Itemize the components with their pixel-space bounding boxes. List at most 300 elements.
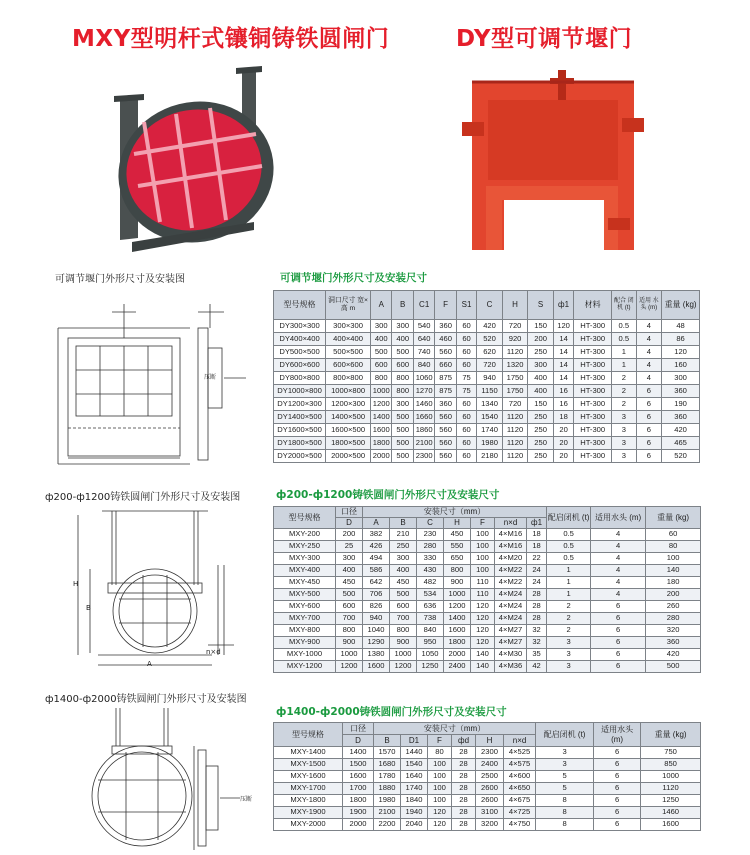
mxy2-sub-header: фd [452, 735, 476, 747]
table-cell: 6 [594, 759, 641, 771]
table-cell: 1120 [502, 450, 528, 463]
table-cell: 28 [527, 589, 547, 601]
table-cell: 720 [502, 320, 528, 333]
dy-header-cell: 洞口尺寸 宽×高 m [326, 291, 371, 320]
mxy1-header-hoist: 配启闭机 (t) [547, 507, 591, 529]
table-cell: 4×725 [504, 807, 536, 819]
table-cell: DY500×500 [274, 346, 326, 359]
table-cell: 6 [591, 601, 646, 613]
table-cell: 0.5 [612, 333, 637, 346]
table-cell: MXY-700 [274, 613, 336, 625]
table-cell: 2100 [413, 437, 434, 450]
table-cell: 500 [392, 437, 413, 450]
table-cell: 4×M16 [495, 541, 527, 553]
mxy1-sub-header: ф1 [527, 518, 547, 529]
table-cell: HT-300 [574, 346, 612, 359]
table-cell: 1800×500 [326, 437, 371, 450]
table-cell: DY400×400 [274, 333, 326, 346]
table-cell: 6 [594, 747, 641, 759]
table-cell: 8 [536, 807, 594, 819]
table-cell: 60 [646, 529, 701, 541]
table-row [274, 359, 700, 372]
table-cell: 4×M22 [495, 565, 527, 577]
mxy1-header-bore: 口径 [336, 507, 363, 518]
table-row [274, 333, 700, 346]
table-cell: MXY-800 [274, 625, 336, 637]
table-cell: 1 [547, 589, 591, 601]
mxy1-sub-header: F [471, 518, 495, 529]
table-cell: 400×400 [326, 333, 371, 346]
table-cell: 28 [452, 807, 476, 819]
table-cell: 1340 [477, 398, 503, 411]
dy-drawing [48, 288, 256, 470]
table-cell: 6 [636, 450, 662, 463]
table-cell: 360 [435, 398, 456, 411]
table-cell: 28 [452, 795, 476, 807]
table-cell: 260 [646, 601, 701, 613]
table-cell: 14 [553, 346, 573, 359]
table-cell: 0.5 [547, 553, 591, 565]
mxy2-spec-table [273, 722, 701, 831]
table-row [274, 437, 700, 450]
table-cell: 16 [553, 385, 573, 398]
mxy2-sub-header: B [374, 735, 401, 747]
table-cell: 120 [662, 346, 700, 359]
table-cell: MXY-1700 [274, 783, 343, 795]
table-cell: 400 [528, 372, 554, 385]
table-cell: 560 [435, 450, 456, 463]
table-cell: 1200×300 [326, 398, 371, 411]
mxy1-spec-table [273, 506, 701, 673]
table-cell: 60 [456, 437, 476, 450]
table-cell: 4×M24 [495, 601, 527, 613]
table-cell: 60 [456, 320, 476, 333]
table-cell: 14 [553, 359, 573, 372]
table-cell: 160 [662, 359, 700, 372]
table-cell: MXY-400 [274, 565, 336, 577]
mxy2-drawing [88, 706, 272, 852]
table-cell: 28 [452, 771, 476, 783]
mxy1-drawing-caption: ф200-ф1200铸铁圆闸门外形尺寸及安装图 [45, 492, 241, 503]
table-cell: 660 [435, 359, 456, 372]
table-row [274, 320, 700, 333]
table-cell: MXY-250 [274, 541, 336, 553]
mxy2-sub-header: D [343, 735, 374, 747]
table-cell: 250 [528, 437, 554, 450]
table-cell: 900 [444, 577, 471, 589]
table-cell: HT-300 [574, 437, 612, 450]
table-cell: HT-300 [574, 333, 612, 346]
table-cell: 60 [456, 398, 476, 411]
table-cell: 1740 [477, 424, 503, 437]
table-cell: 300 [390, 553, 417, 565]
table-cell: 1250 [417, 661, 444, 673]
table-cell: MXY-1500 [274, 759, 343, 771]
table-cell: HT-300 [574, 411, 612, 424]
table-cell: 4 [636, 346, 662, 359]
dy-header-cell: F [435, 291, 456, 320]
table-cell: 3100 [476, 807, 504, 819]
table-cell: 460 [435, 333, 456, 346]
table-cell: 4 [591, 553, 646, 565]
table-cell: 150 [528, 398, 554, 411]
mxy1-header-model: 型号规格 [274, 507, 336, 529]
table-cell: 4×M16 [495, 529, 527, 541]
table-cell: 5 [536, 783, 594, 795]
table-cell: DY1200×300 [274, 398, 326, 411]
table-cell: 1860 [413, 424, 434, 437]
table-cell: 360 [662, 411, 700, 424]
table-cell: 850 [641, 759, 701, 771]
table-cell: 14 [553, 372, 573, 385]
table-cell: 450 [390, 577, 417, 589]
table-cell: 600 [392, 359, 413, 372]
dy-spec-table [273, 290, 700, 463]
table-cell: MXY-1600 [274, 771, 343, 783]
table-cell: 2040 [401, 819, 428, 831]
table-cell: 24 [527, 565, 547, 577]
table-cell: 75 [456, 372, 476, 385]
table-cell: 4×M20 [495, 553, 527, 565]
table-cell: 826 [363, 601, 390, 613]
table-cell: 18 [553, 411, 573, 424]
mxy2-header-install: 安装尺寸（mm） [374, 723, 536, 735]
table-cell: 60 [456, 450, 476, 463]
dy-drawing-caption: 可调节堰门外形尺寸及安装图 [55, 274, 185, 285]
table-cell: 1200 [444, 601, 471, 613]
table-cell: 120 [471, 637, 495, 649]
mxy2-header-bore: 口径 [343, 723, 374, 735]
table-cell: 120 [428, 807, 452, 819]
dy-header-cell: H [502, 291, 528, 320]
table-cell: 60 [456, 411, 476, 424]
table-cell: 360 [435, 320, 456, 333]
table-cell: 1200 [371, 398, 392, 411]
table-cell: 360 [662, 385, 700, 398]
table-cell: 6 [594, 819, 641, 831]
table-cell: 940 [477, 372, 503, 385]
table-cell: 20 [553, 424, 573, 437]
table-cell: 1000 [390, 649, 417, 661]
table-cell: 1660 [413, 411, 434, 424]
table-row [274, 771, 701, 783]
table-cell: 800 [371, 372, 392, 385]
table-cell: 1380 [363, 649, 390, 661]
table-cell: 1980 [374, 795, 401, 807]
table-cell: 2180 [477, 450, 503, 463]
table-cell: 1120 [502, 346, 528, 359]
table-cell: 750 [641, 747, 701, 759]
table-cell: 200 [528, 333, 554, 346]
table-cell: 738 [417, 613, 444, 625]
table-cell: 1600×500 [326, 424, 371, 437]
table-row [274, 795, 701, 807]
table-cell: 1120 [502, 424, 528, 437]
table-row [274, 661, 701, 673]
table-cell: 400 [528, 385, 554, 398]
table-row [274, 601, 701, 613]
table-cell: 4×600 [504, 771, 536, 783]
table-cell: MXY-500 [274, 589, 336, 601]
table-cell: 120 [471, 601, 495, 613]
table-cell: 950 [417, 637, 444, 649]
table-cell: 1840 [401, 795, 428, 807]
table-cell: 20 [553, 437, 573, 450]
table-cell: 450 [336, 577, 363, 589]
table-cell: 1000 [641, 771, 701, 783]
table-cell: 4×675 [504, 795, 536, 807]
table-cell: 6 [636, 385, 662, 398]
table-cell: 32 [527, 625, 547, 637]
table-cell: 300 [371, 320, 392, 333]
table-row [274, 747, 701, 759]
table-cell: 6 [636, 411, 662, 424]
table-cell: 1000 [336, 649, 363, 661]
table-row [274, 450, 700, 463]
table-cell: 600 [390, 601, 417, 613]
table-cell: 500 [371, 346, 392, 359]
table-cell: 560 [435, 346, 456, 359]
table-cell: 620 [477, 346, 503, 359]
title-mxy: MXY型明杆式镶铜铸铁圆闸门 [72, 26, 390, 52]
table-cell: 100 [471, 565, 495, 577]
table-cell: 3 [612, 437, 637, 450]
table-cell: 280 [646, 613, 701, 625]
table-cell: 940 [363, 613, 390, 625]
table-cell: 1540 [477, 411, 503, 424]
table-cell: MXY-2000 [274, 819, 343, 831]
table-row [274, 565, 701, 577]
table-cell: 28 [452, 747, 476, 759]
table-cell: 16 [553, 398, 573, 411]
table-cell: DY1400×500 [274, 411, 326, 424]
table-cell: 2000 [343, 819, 374, 831]
table-cell: 426 [363, 541, 390, 553]
mxy2-sub-header: D1 [401, 735, 428, 747]
table-cell: 1600 [343, 771, 374, 783]
table-cell: 840 [413, 359, 434, 372]
table-cell: 8 [536, 819, 594, 831]
table-cell: 2 [612, 385, 637, 398]
table-cell: MXY-1800 [274, 795, 343, 807]
table-row [274, 577, 701, 589]
table-cell: 360 [646, 637, 701, 649]
table-cell: 586 [363, 565, 390, 577]
table-cell: 180 [646, 577, 701, 589]
table-cell: 120 [471, 625, 495, 637]
table-cell: MXY-1900 [274, 807, 343, 819]
table-cell: 1120 [502, 411, 528, 424]
table-cell: 300×300 [326, 320, 371, 333]
table-cell: MXY-900 [274, 637, 336, 649]
label-h: H [73, 580, 79, 588]
mxy1-sub-header: C [417, 518, 444, 529]
table-cell: 4×575 [504, 759, 536, 771]
table-cell: 500 [646, 661, 701, 673]
table-cell: 120 [428, 819, 452, 831]
table-cell: 800 [336, 625, 363, 637]
mxy2-header-weight: 重量 (kg) [641, 723, 701, 747]
table-cell: 430 [417, 565, 444, 577]
table-cell: 4 [636, 359, 662, 372]
table-cell: 1000 [444, 589, 471, 601]
table-cell: HT-300 [574, 424, 612, 437]
table-cell: 2 [547, 601, 591, 613]
table-cell: DY800×800 [274, 372, 326, 385]
table-cell: 420 [646, 649, 701, 661]
table-cell: 1400 [371, 411, 392, 424]
table-cell: 1570 [374, 747, 401, 759]
table-cell: 2200 [374, 819, 401, 831]
table-cell: 520 [662, 450, 700, 463]
table-cell: 0.5 [547, 541, 591, 553]
table-cell: 636 [417, 601, 444, 613]
table-cell: 60 [456, 346, 476, 359]
table-cell: 3 [536, 759, 594, 771]
mxy1-sub-header: n×d [495, 518, 527, 529]
table-cell: 706 [363, 589, 390, 601]
table-row [274, 613, 701, 625]
table-cell: 1440 [401, 747, 428, 759]
table-cell: 465 [662, 437, 700, 450]
table-cell: 250 [390, 541, 417, 553]
table-cell: 28 [452, 759, 476, 771]
table-cell: 1 [612, 346, 637, 359]
table-cell: 1680 [374, 759, 401, 771]
table-cell: 700 [336, 613, 363, 625]
table-row [274, 649, 701, 661]
table-row [274, 398, 700, 411]
table-row [274, 553, 701, 565]
table-cell: 1640 [401, 771, 428, 783]
table-row [274, 807, 701, 819]
table-cell: 1780 [374, 771, 401, 783]
table-cell: 100 [471, 553, 495, 565]
table-cell: 1200 [336, 661, 363, 673]
table-cell: 500 [390, 589, 417, 601]
table-cell: MXY-1200 [274, 661, 336, 673]
table-cell: 6 [594, 771, 641, 783]
table-cell: 1800 [371, 437, 392, 450]
table-cell: 1600 [444, 625, 471, 637]
table-cell: HT-300 [574, 385, 612, 398]
table-cell: 650 [444, 553, 471, 565]
table-cell: 1600 [363, 661, 390, 673]
table-cell: 86 [662, 333, 700, 346]
table-row [274, 819, 701, 831]
table-cell: 80 [428, 747, 452, 759]
table-cell: 100 [428, 759, 452, 771]
table-cell: 4 [636, 333, 662, 346]
table-cell: 300 [662, 372, 700, 385]
table-cell: 2400 [444, 661, 471, 673]
table-cell: 500 [392, 411, 413, 424]
table-cell: 500 [392, 424, 413, 437]
table-cell: 110 [471, 577, 495, 589]
table-cell: 1040 [363, 625, 390, 637]
table-cell: 1740 [401, 783, 428, 795]
mxy2-header-model: 型号规格 [274, 723, 343, 747]
table-cell: 500×500 [326, 346, 371, 359]
table-cell: 540 [413, 320, 434, 333]
table-cell: 3200 [476, 819, 504, 831]
table-cell: 28 [527, 601, 547, 613]
label-nxd: n×d [206, 648, 221, 656]
table-cell: 534 [417, 589, 444, 601]
mxy2-header-head: 适用水头 (m) [594, 723, 641, 747]
table-cell: 1 [547, 565, 591, 577]
table-cell: 920 [502, 333, 528, 346]
table-row [274, 541, 701, 553]
table-row [274, 411, 700, 424]
table-cell: 840 [417, 625, 444, 637]
table-cell: 120 [553, 320, 573, 333]
table-cell: DY1000×800 [274, 385, 326, 398]
table-cell: 1460 [641, 807, 701, 819]
table-cell: HT-300 [574, 320, 612, 333]
table-cell: 32 [527, 637, 547, 649]
table-cell: 800×800 [326, 372, 371, 385]
table-cell: 800 [392, 372, 413, 385]
table-cell: 1 [612, 359, 637, 372]
table-cell: 2100 [374, 807, 401, 819]
mxy1-header-install: 安装尺寸（mm） [363, 507, 547, 518]
table-cell: MXY-450 [274, 577, 336, 589]
table-cell: 1940 [401, 807, 428, 819]
table-cell: 1700 [343, 783, 374, 795]
table-cell: 6 [591, 661, 646, 673]
table-cell: 60 [456, 359, 476, 372]
table-cell: 6 [591, 613, 646, 625]
table-cell: 28 [452, 783, 476, 795]
table-cell: 382 [363, 529, 390, 541]
table-cell: 300 [392, 398, 413, 411]
table-cell: 1290 [363, 637, 390, 649]
mxy1-sub-header: A [363, 518, 390, 529]
table-cell: 1150 [477, 385, 503, 398]
table-cell: 6 [594, 783, 641, 795]
dy-header-cell: 配合 闭机 (t) [612, 291, 637, 320]
label-b: B [86, 604, 91, 612]
table-cell: MXY-200 [274, 529, 336, 541]
table-cell: 4×750 [504, 819, 536, 831]
table-cell: 250 [528, 450, 554, 463]
table-cell: 6 [591, 625, 646, 637]
table-cell: 3 [612, 411, 637, 424]
table-cell: 100 [428, 771, 452, 783]
dy-header-cell: ф1 [553, 291, 573, 320]
table-cell: 75 [456, 385, 476, 398]
table-cell: DY1600×500 [274, 424, 326, 437]
table-cell: 190 [662, 398, 700, 411]
table-cell: 0.5 [547, 529, 591, 541]
table-cell: 20 [553, 450, 573, 463]
table-cell: 1540 [401, 759, 428, 771]
table-cell: 2 [612, 372, 637, 385]
table-cell: 2 [547, 613, 591, 625]
table-cell: 100 [646, 553, 701, 565]
table-cell: DY300×300 [274, 320, 326, 333]
table-cell: 420 [477, 320, 503, 333]
table-cell: 400 [392, 333, 413, 346]
table-cell: 3 [547, 637, 591, 649]
table-cell: 300 [336, 553, 363, 565]
table-cell: 330 [417, 553, 444, 565]
table-cell: 250 [528, 346, 554, 359]
table-cell: 1750 [502, 385, 528, 398]
mxy1-table-caption: ф200-ф1200铸铁圆闸门外形尺寸及安装尺寸 [276, 489, 500, 501]
table-cell: 5 [536, 771, 594, 783]
